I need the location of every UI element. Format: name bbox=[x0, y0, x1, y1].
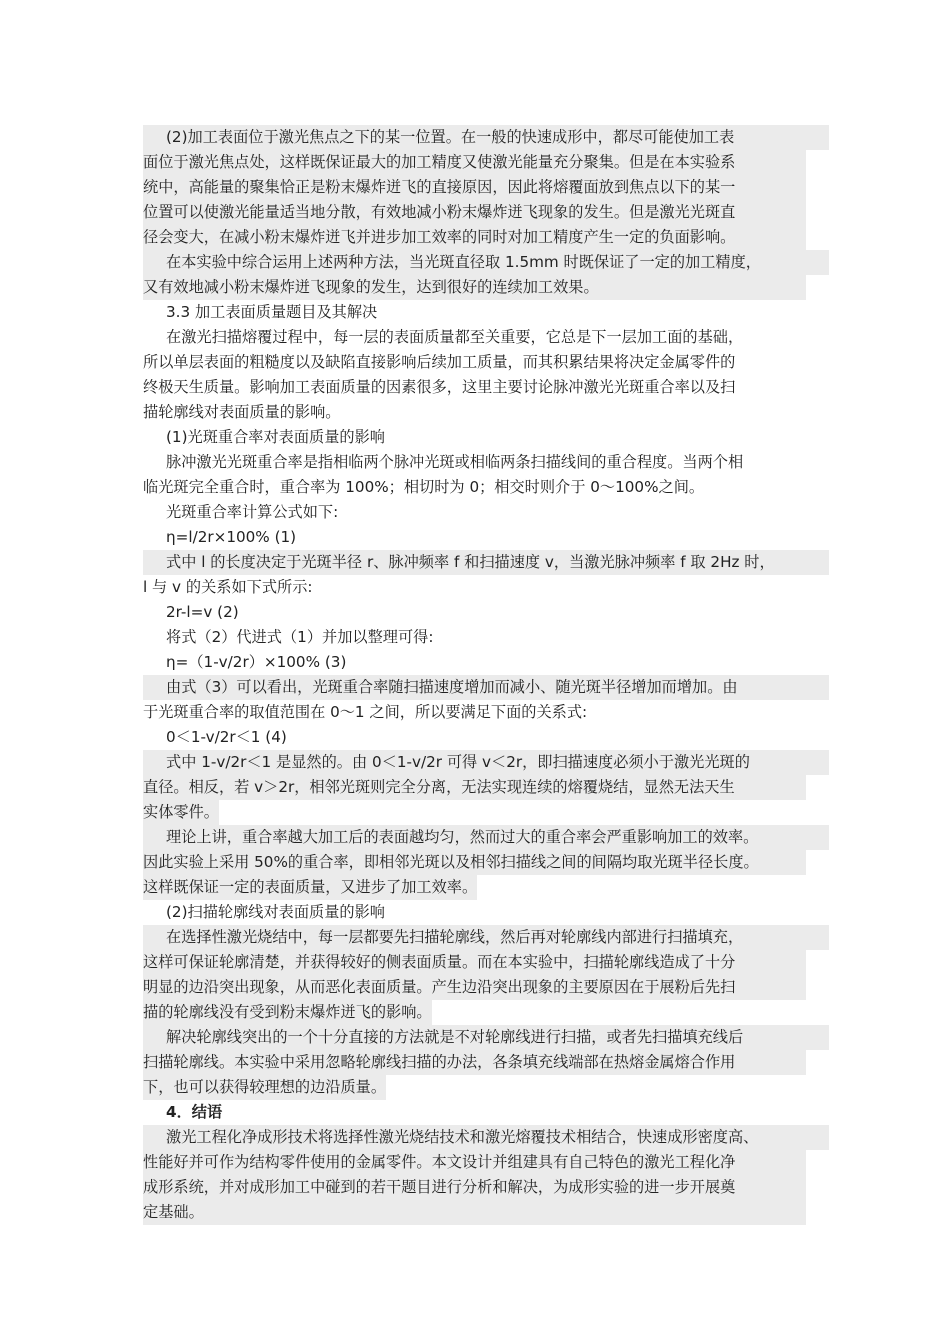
text-line: 实体零件。 bbox=[143, 800, 219, 825]
text-line: 在选择性激光烧结中，每一层都要先扫描轮廓线，然后再对轮廓线内部进行扫描填充， bbox=[143, 925, 829, 950]
text-line: 在激光扫描熔覆过程中，每一层的表面质量都至关重要，它总是下一层加工面的基础， bbox=[166, 328, 744, 346]
text-line: 又有效地减小粉末爆炸迸飞现象的发生，达到很好的连续加工效果。 bbox=[143, 275, 806, 300]
text-line: 于光斑重合率的取值范围在 0～1 之间，所以要满足下面的关系式: bbox=[143, 703, 588, 721]
text-line: 在本实验中综合运用上述两种方法，当光斑直径取 1.5mm 时既保证了一定的加工精度， bbox=[143, 250, 829, 275]
text-line: 这样可保证轮廓清楚，并获得较好的侧表面质量。而在本实验中，扫描轮廓线造成了十分 bbox=[143, 950, 806, 975]
text-line: 脉冲激光光斑重合率是指相临两个脉冲光斑或相临两条扫描线间的重合程度。当两个相 bbox=[166, 453, 744, 471]
text-line: 解决轮廓线突出的一个十分直接的方法就是不对轮廓线进行扫描，或者先扫描填充线后 bbox=[143, 1025, 829, 1050]
text-line: 扫描轮廓线。本实验中采用忽略轮廓线扫描的办法，各条填充线端部在热熔金属熔合作用 bbox=[143, 1050, 806, 1075]
text-line: l 与 v 的关系如下式所示: bbox=[143, 578, 313, 596]
text-line: 下，也可以获得较理想的边沿质量。 bbox=[143, 1075, 386, 1100]
text-line: 终极天生质量。影响加工表面质量的因素很多，这里主要讨论脉冲激光光斑重合率以及扫 bbox=[143, 378, 736, 396]
text-line: 临光斑完全重合时，重合率为 100%；相切时为 0；相交时则介于 0～100%之间。 bbox=[143, 478, 705, 496]
formula-line: 0＜1-v/2r＜1 (4) bbox=[166, 728, 287, 746]
text-line: (2)加工表面位于激光焦点之下的某一位置。在一般的快速成形中，都尽可能使加工表 bbox=[143, 125, 829, 150]
text-line: 因此实验上采用 50%的重合率，即相邻光斑以及相邻扫描线之间的间隔均取光斑半径长度。 bbox=[143, 850, 806, 875]
text-line: 将式（2）代进式（1）并加以整理可得: bbox=[166, 628, 434, 646]
section-heading: 4．结语 bbox=[166, 1103, 223, 1121]
text-line: 成形系统，并对成形加工中碰到的若干题目进行分析和解决，为成形实验的进一步开展奠 bbox=[143, 1175, 806, 1200]
text-line: 式中 l 的长度决定于光斑半径 r、脉冲频率 f 和扫描速度 v，当激光脉冲频率 f 取 2Hz 时， bbox=[143, 550, 829, 575]
formula-line: η=（1-v/2r）×100% (3) bbox=[166, 653, 347, 671]
text-line: 描的轮廓线没有受到粉末爆炸迸飞的影响。 bbox=[143, 1000, 432, 1025]
subsection-heading: (2)扫描轮廓线对表面质量的影响 bbox=[166, 903, 385, 921]
text-line: 径会变大，在减小粉末爆炸迸飞并进步加工效率的同时对加工精度产生一定的负面影响。 bbox=[143, 225, 806, 250]
text-line: 描轮廓线对表面质量的影响。 bbox=[143, 403, 341, 421]
text-line: 直径。相反，若 v＞2r，相邻光斑则完全分离，无法实现连续的熔覆烧结，显然无法天生 bbox=[143, 775, 806, 800]
text-line: 理论上讲，重合率越大加工后的表面越均匀，然而过大的重合率会严重影响加工的效率。 bbox=[143, 825, 829, 850]
formula-line: 2r-l=v (2) bbox=[166, 603, 239, 621]
text-line: 明显的边沿突出现象，从而恶化表面质量。产生边沿突出现象的主要原因在于展粉后先扫 bbox=[143, 975, 806, 1000]
text-line: 这样既保证一定的表面质量，又进步了加工效率。 bbox=[143, 875, 477, 900]
text-line: 统中，高能量的聚集恰正是粉末爆炸迸飞的直接原因，因此将熔覆面放到焦点以下的某一 bbox=[143, 175, 806, 200]
text-line: 所以单层表面的粗糙度以及缺陷直接影响后续加工质量，而其积累结果将决定金属零件的 bbox=[143, 353, 736, 371]
subsection-heading: (1)光斑重合率对表面质量的影响 bbox=[166, 428, 385, 446]
section-heading: 3.3 加工表面质量题目及其解决 bbox=[166, 303, 378, 321]
text-line: 位置可以使激光能量适当地分散，有效地减小粉末爆炸迸飞现象的发生。但是激光光斑直 bbox=[143, 200, 806, 225]
text-line: 由式（3）可以看出，光斑重合率随扫描速度增加而减小、随光斑半径增加而增加。由 bbox=[143, 675, 829, 700]
text-line: 激光工程化净成形技术将选择性激光烧结技术和激光熔覆技术相结合，快速成形密度高、 bbox=[143, 1125, 829, 1150]
text-line: 性能好并可作为结构零件使用的金属零件。本文设计并组建具有自己特色的激光工程化净 bbox=[143, 1150, 806, 1175]
text-line: 定基础。 bbox=[143, 1200, 806, 1225]
text-line: 式中 1-v/2r＜1 是显然的。由 0＜1-v/2r 可得 v＜2r，即扫描速度必须小于激光光斑的 bbox=[143, 750, 829, 775]
text-line: 面位于激光焦点处，这样既保证最大的加工精度又使激光能量充分聚集。但是在本实验系 bbox=[143, 150, 806, 175]
formula-line: η=l/2r×100% (1) bbox=[166, 528, 297, 546]
text-line: 光斑重合率计算公式如下: bbox=[166, 503, 339, 521]
